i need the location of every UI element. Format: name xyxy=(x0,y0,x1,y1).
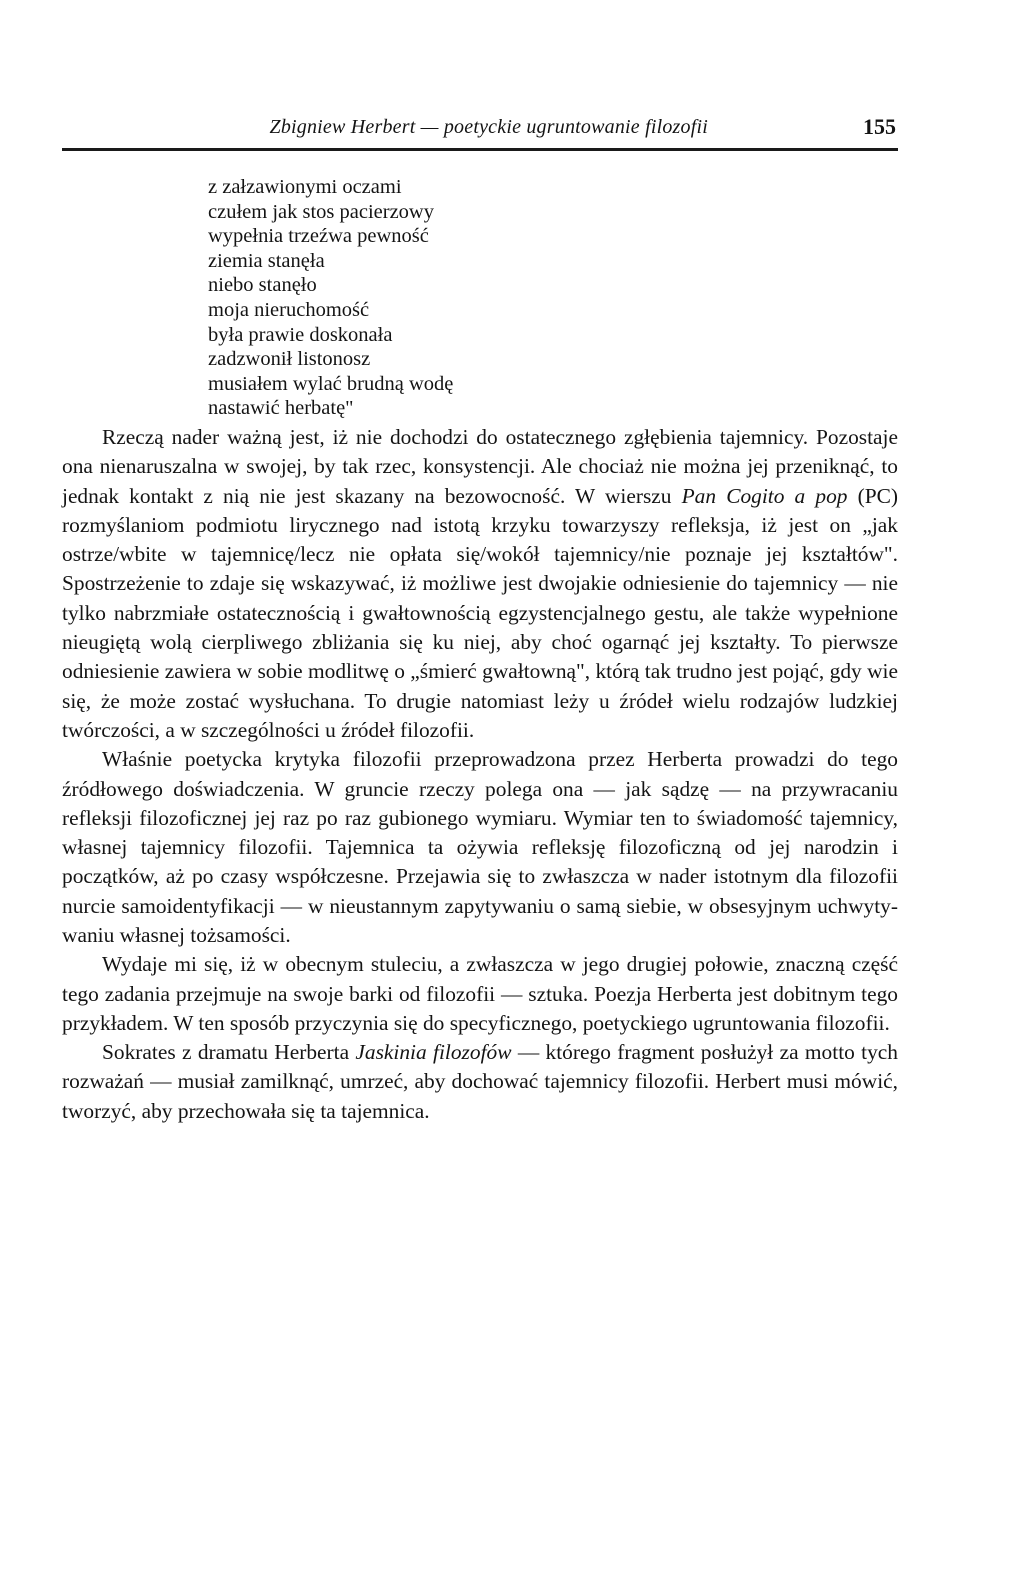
drama-title-jaskinia: Jaskinia filozofów xyxy=(355,1040,512,1065)
poem-quotation xyxy=(208,175,898,421)
running-title: Zbigniew Herbert — poetyckie ugruntowanie filozofii xyxy=(269,116,708,138)
paragraph-2: Właśnie poetycka krytyka filozofii przeprowadzona przez Herberta prowadzi do tego źródłowego doświadczenia. W gruncie rzeczy polega ona — jak sądzę — na przywracaniu refleksji filozoficznej jej raz po raz gubionego wymiaru. Wymiar ten to świadomość tajemnicy, własnej tajemnicy filozofii. Tajemnica ta ożywia refleksję filozoficzną od jej narodzin i początków, aż po czasy współczesne. Przejawia się to zwłaszcza w nader istotnym dla filozofii nurcie samoidentyfikacji — w nieustannym zapytywaniu o samą siebie, w obsesyjnym uchwytywaniu własnej tożsamości. xyxy=(62,747,898,947)
poem-line: ziemia stanęła xyxy=(208,249,325,272)
poem-title-pan-cogito: Pan Cogito a pop xyxy=(681,483,848,508)
poem-line: była prawie doskonała xyxy=(208,323,393,346)
poem-line: zadzwonił listonosz xyxy=(208,348,371,371)
poem-line: z załzawionymi oczami xyxy=(208,176,402,198)
paragraph-1-text-a: Rzeczą nader ważną jest, iż nie dochodzi do ostatecznego zgłębienia tajemnicy. Pozostaje ona nienaruszalna w swojej, by tak rzec, konsystencji. Ale chociaż nie można jej przeniknąć, to jednak kontakt z nią nie jest skazany na bezowocność. W wierszu xyxy=(62,424,898,508)
poem-line: niebo stanęło xyxy=(208,274,317,297)
paragraph-1 xyxy=(62,423,898,745)
paragraph-3: Wydaje mi się, iż w obecnym stuleciu, a zwłaszcza w jego drugiej połowie, znaczną część tego zadania przejmuje na swoje barki od filozofii — sztuka. Poezja Herberta jest dobitnym tego przykładem. W ten sposób przyczynia się do specyficznego, poetyckiego ugruntowania filozofii. xyxy=(62,952,898,1035)
paragraph-4-text-b: — którego fragment posłużył za motto tych rozważań — musiał zamilknąć, umrzeć, aby dochować tajemnicy filozofii. Herbert musi mówić, tworzyć, aby przechowała się ta tajemnica. xyxy=(62,1040,898,1123)
paragraph-4-text-a: Sokrates z dramatu Herberta xyxy=(102,1040,356,1065)
poem-line: moja nieruchomość xyxy=(208,298,370,321)
paragraph-4 xyxy=(62,1038,898,1126)
body-text xyxy=(62,423,898,1126)
poem-line: wypełnia trzeźwa pewność xyxy=(208,225,429,248)
poem-line: musiałem wylać brudną wodę xyxy=(208,372,454,395)
book-page xyxy=(62,112,898,1126)
page-number: 155 xyxy=(863,114,896,139)
running-header xyxy=(62,112,898,151)
poem-line: czułem jak stos pacierzowy xyxy=(208,200,434,223)
poem-line: nastawić herbatę" xyxy=(208,397,354,420)
paragraph-1-text-b: (PC) rozmyślaniom podmiotu lirycznego nad istotą krzyku towarzyszy refleksja, iż jest on „jak ostrze/wbite w tajemnicę/lecz nie opłata się/wokół tajemnicy/nie poznaje jej kształtów". Spostrzeżenie to zdaje się wskazywać, iż możliwe jest dwojakie odniesienie do tajemnicy — nie tylko nabrzmiałe ostatecznością i gwałtownością egzystencjalnego gestu, ale także wypełnione nieugiętą wolą cierpliwego zbliżania się ku niej, aby choć ogarnąć jej kształty. To pierwsze odniesienie zawiera w sobie modlitwę o „śmierć gwałtowną", którą tak trudno jest pojąć, gdy wie się, że może zostać wysłuchana. To drugie natomiast leży u źródeł wielu rodzajów ludzkiej twórczości, a w szczególności u źródeł filozofii. xyxy=(62,483,899,742)
